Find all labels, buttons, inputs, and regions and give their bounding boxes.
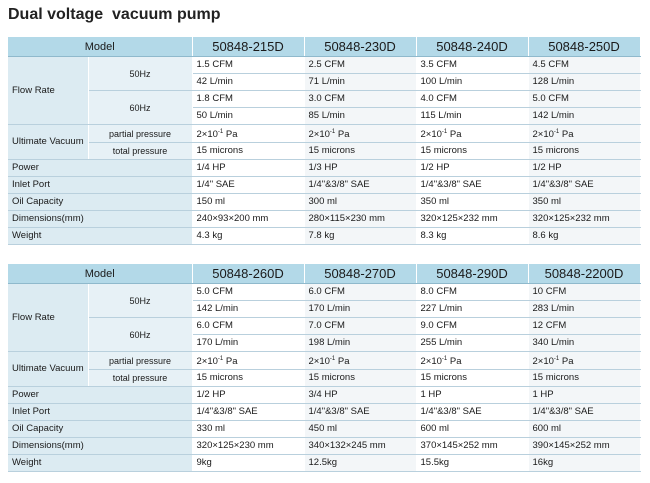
spec-row: [8, 91, 640, 108]
pressure-exponent: -1: [329, 356, 336, 362]
spec-value: 128 L/min: [528, 74, 640, 91]
pressure-unit: Pa: [447, 356, 462, 367]
spec-value: 12.5kg: [304, 455, 416, 472]
spec-value: 8.0 CFM: [416, 284, 528, 301]
spec-value: 1/4"&3/8" SAE: [192, 404, 304, 421]
spec-row: [8, 352, 640, 370]
spec-value: [304, 352, 416, 370]
spec-value: 5.0 CFM: [528, 91, 640, 108]
ultimate-vacuum-label: Ultimate Vacuum: [8, 352, 88, 387]
spec-row: [8, 125, 640, 143]
pressure-unit: Pa: [447, 129, 462, 140]
spec-value: 240×93×200 mm: [192, 211, 304, 228]
spec-value: 320×125×232 mm: [528, 211, 640, 228]
flow-rate-label: Flow Rate: [8, 57, 88, 125]
spec-table-1: [8, 37, 641, 245]
dimensions-label: Dimensions(mm): [8, 438, 192, 455]
spec-value: 280×115×230 mm: [304, 211, 416, 228]
spec-value: 350 ml: [416, 194, 528, 211]
spec-value: 283 L/min: [528, 301, 640, 318]
spec-value: 115 L/min: [416, 108, 528, 125]
spec-row: [8, 421, 640, 438]
oil-capacity-label: Oil Capacity: [8, 194, 192, 211]
pressure-unit: Pa: [559, 356, 574, 367]
pressure-base: 2×10: [532, 129, 554, 140]
spec-value: 2.5 CFM: [304, 57, 416, 74]
spec-value: 1/4"&3/8" SAE: [304, 177, 416, 194]
spec-value: 1/4 HP: [192, 160, 304, 177]
spec-value: 600 ml: [416, 421, 528, 438]
spec-value: 227 L/min: [416, 301, 528, 318]
model-number: 50848-250D: [528, 37, 640, 57]
spec-value: [528, 125, 640, 143]
oil-capacity-label: Oil Capacity: [8, 421, 192, 438]
pressure-unit: Pa: [335, 356, 350, 367]
spec-value: 3/4 HP: [304, 387, 416, 404]
power-label: Power: [8, 387, 192, 404]
spec-value: 15 microns: [192, 370, 304, 387]
spec-value: 142 L/min: [192, 301, 304, 318]
spec-row: [8, 318, 640, 335]
spec-value: 1/4"&3/8" SAE: [528, 404, 640, 421]
spec-value: 10 CFM: [528, 284, 640, 301]
spec-value: 3.0 CFM: [304, 91, 416, 108]
weight-label: Weight: [8, 228, 192, 245]
spec-value: 9.0 CFM: [416, 318, 528, 335]
spec-value: 42 L/min: [192, 74, 304, 91]
spec-value: 71 L/min: [304, 74, 416, 91]
spec-value: 100 L/min: [416, 74, 528, 91]
spec-value: 1.5 CFM: [192, 57, 304, 74]
pressure-exponent: -1: [553, 129, 560, 135]
pressure-base: 2×10: [532, 356, 554, 367]
model-number: 50848-215D: [192, 37, 304, 57]
model-number: 50848-2200D: [528, 264, 640, 284]
pressure-exponent: -1: [441, 356, 448, 362]
spec-value: 1/2 HP: [416, 160, 528, 177]
spec-value: 150 ml: [192, 194, 304, 211]
model-number: 50848-290D: [416, 264, 528, 284]
weight-label: Weight: [8, 455, 192, 472]
header-row: [8, 37, 640, 57]
pressure-base: 2×10: [420, 356, 442, 367]
spec-value: 85 L/min: [304, 108, 416, 125]
spec-row: [8, 160, 640, 177]
spec-value: 1/4"&3/8" SAE: [416, 404, 528, 421]
model-header: Model: [8, 264, 192, 284]
spec-value: 198 L/min: [304, 335, 416, 352]
spec-value: [304, 125, 416, 143]
spec-row: [8, 57, 640, 74]
pressure-base: 2×10: [196, 356, 218, 367]
spec-value: 450 ml: [304, 421, 416, 438]
model-number: 50848-270D: [304, 264, 416, 284]
dimensions-label: Dimensions(mm): [8, 211, 192, 228]
spec-value: 6.0 CFM: [192, 318, 304, 335]
pressure-unit: Pa: [223, 356, 238, 367]
spec-value: 50 L/min: [192, 108, 304, 125]
pressure-exponent: -1: [217, 129, 224, 135]
pressure-base: 2×10: [308, 129, 330, 140]
spec-value: 15 microns: [528, 370, 640, 387]
spec-value: 4.3 kg: [192, 228, 304, 245]
spec-value: 16kg: [528, 455, 640, 472]
spec-value: 12 CFM: [528, 318, 640, 335]
spec-value: 340 L/min: [528, 335, 640, 352]
spec-table-2: [8, 264, 641, 472]
spec-value: 15 microns: [304, 370, 416, 387]
spec-row: [8, 404, 640, 421]
model-number: 50848-260D: [192, 264, 304, 284]
spec-value: 8.6 kg: [528, 228, 640, 245]
partial-pressure-label: partial pressure: [88, 352, 192, 370]
spec-value: [192, 125, 304, 143]
spec-value: 600 ml: [528, 421, 640, 438]
spec-value: 300 ml: [304, 194, 416, 211]
freq-50hz-label: 50Hz: [88, 284, 192, 318]
spec-value: 170 L/min: [304, 301, 416, 318]
spec-value: 1 HP: [416, 387, 528, 404]
spec-value: 5.0 CFM: [192, 284, 304, 301]
spec-row: [8, 284, 640, 301]
pressure-unit: Pa: [335, 129, 350, 140]
pressure-base: 2×10: [196, 129, 218, 140]
pressure-exponent: -1: [329, 129, 336, 135]
spec-value: 1/2 HP: [192, 387, 304, 404]
header-row: [8, 264, 640, 284]
spec-value: [416, 125, 528, 143]
ultimate-vacuum-label: Ultimate Vacuum: [8, 125, 88, 160]
freq-50hz-label: 50Hz: [88, 57, 192, 91]
spec-value: [192, 352, 304, 370]
spec-value: 320×125×232 mm: [416, 211, 528, 228]
spec-value: 330 ml: [192, 421, 304, 438]
spec-row: [8, 387, 640, 404]
inlet-port-label: Inlet Port: [8, 177, 192, 194]
model-header: Model: [8, 37, 192, 57]
spec-value: 8.3 kg: [416, 228, 528, 245]
pressure-exponent: -1: [441, 129, 448, 135]
power-label: Power: [8, 160, 192, 177]
spec-value: 170 L/min: [192, 335, 304, 352]
pressure-exponent: -1: [553, 356, 560, 362]
spec-value: 255 L/min: [416, 335, 528, 352]
spec-value: 7.8 kg: [304, 228, 416, 245]
spec-row: [8, 455, 640, 472]
flow-rate-label: Flow Rate: [8, 284, 88, 352]
page-title: Dual voltage vacuum pump: [8, 6, 221, 23]
pressure-unit: Pa: [223, 129, 238, 140]
spec-row: [8, 228, 640, 245]
spec-row: [8, 211, 640, 228]
spec-value: 4.5 CFM: [528, 57, 640, 74]
spec-value: 3.5 CFM: [416, 57, 528, 74]
spec-value: 1.8 CFM: [192, 91, 304, 108]
spec-value: 340×132×245 mm: [304, 438, 416, 455]
spec-value: 1/4" SAE: [192, 177, 304, 194]
spec-value: [416, 352, 528, 370]
spec-value: 1/4"&3/8" SAE: [304, 404, 416, 421]
spec-value: 15 microns: [416, 143, 528, 160]
spec-value: 370×145×252 mm: [416, 438, 528, 455]
spec-value: 6.0 CFM: [304, 284, 416, 301]
spec-value: 7.0 CFM: [304, 318, 416, 335]
pressure-exponent: -1: [217, 356, 224, 362]
spec-value: 1/4"&3/8" SAE: [528, 177, 640, 194]
spec-value: 390×145×252 mm: [528, 438, 640, 455]
spec-row: [8, 370, 640, 387]
freq-60hz-label: 60Hz: [88, 91, 192, 125]
spec-value: 4.0 CFM: [416, 91, 528, 108]
spec-value: 15 microns: [304, 143, 416, 160]
total-pressure-label: total pressure: [88, 370, 192, 387]
spec-value: 1/4"&3/8" SAE: [416, 177, 528, 194]
freq-60hz-label: 60Hz: [88, 318, 192, 352]
spec-value: 15 microns: [192, 143, 304, 160]
total-pressure-label: total pressure: [88, 143, 192, 160]
spec-row: [8, 177, 640, 194]
model-number: 50848-230D: [304, 37, 416, 57]
spec-row: [8, 194, 640, 211]
spec-value: [528, 352, 640, 370]
spec-value: 1 HP: [528, 387, 640, 404]
spec-value: 15 microns: [528, 143, 640, 160]
spec-value: 320×125×230 mm: [192, 438, 304, 455]
model-number: 50848-240D: [416, 37, 528, 57]
spec-value: 1/3 HP: [304, 160, 416, 177]
inlet-port-label: Inlet Port: [8, 404, 192, 421]
spec-value: 15.5kg: [416, 455, 528, 472]
spec-value: 9kg: [192, 455, 304, 472]
pressure-base: 2×10: [308, 356, 330, 367]
spec-value: 1/2 HP: [528, 160, 640, 177]
spec-value: 15 microns: [416, 370, 528, 387]
spec-value: 142 L/min: [528, 108, 640, 125]
spec-row: [8, 143, 640, 160]
pressure-base: 2×10: [420, 129, 442, 140]
spec-value: 350 ml: [528, 194, 640, 211]
spec-row: [8, 438, 640, 455]
pressure-unit: Pa: [559, 129, 574, 140]
partial-pressure-label: partial pressure: [88, 125, 192, 143]
